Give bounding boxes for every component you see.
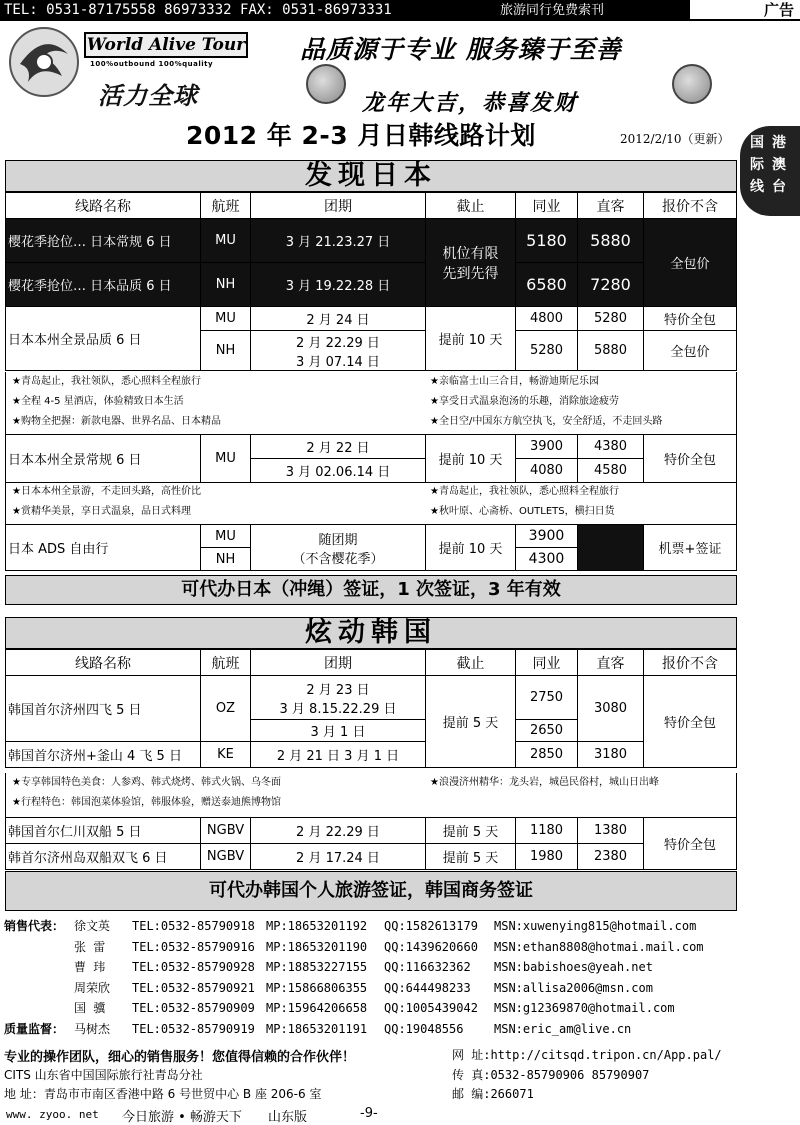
brand-name-en: World Alive Tour (84, 32, 248, 58)
list-item: 国 骥 TEL:0532-85790909 MP:15964206658 QQ:1005439042 MSN:g12369870@hotmail.com (74, 1001, 675, 1015)
table-row: 韩国首尔仁川双船 5 日 NGBV 2 月 22.29 日 提前 5 天 1180 1380 特价全包 (6, 818, 737, 844)
table-row: 日本本州全景品质 6 日 MU 2 月 24 日 提前 10 天 4800 5280 特价全包 (6, 307, 737, 331)
company-name: CITS 山东省中国国际旅行社青岛分社 (4, 1068, 203, 1082)
table-row: 韩国首尔济州四飞 5 日 OZ 2 月 23 日 3 月 8.15.22.29 日 提前 5 天 2750 3080 特价全包 (6, 676, 737, 720)
table-row: 韩国首尔济州+釜山 4 飞 5 日 KE 2 月 21 日 3 月 1 日 2850 3180 (6, 742, 737, 768)
japan-section-title: 发现日本 (5, 160, 737, 192)
contact-text: TEL: 0531-87175558 86973332 FAX: 0531-86973331 (4, 2, 392, 18)
table-row: 韩首尔济州岛双船双飞 6 日 NGBV 2 月 17.24 日 提前 5 天 1980 2380 (6, 844, 737, 870)
table-row: 3 月 1 日 2650 (6, 720, 737, 742)
table-row: NH 2 月 22.29 日 3 月 07.14 日 5280 5880 全包价 (6, 331, 737, 371)
brand-tagline: 100%outbound 100%quality (90, 60, 214, 68)
company-website: 网 址:http://citsqd.tripon.cn/App.pal/ (452, 1048, 722, 1062)
brand-logo-icon (6, 24, 82, 100)
korea-ferry-table (5, 817, 737, 870)
main-slogan: 品质源于专业 服务臻于至善 (300, 35, 622, 64)
footer-publication: 今日旅游 • 畅游天下 (122, 1110, 242, 1125)
footer-edition: 山东版 (268, 1110, 308, 1125)
korea-table (5, 649, 737, 768)
dragon-icon (306, 64, 346, 104)
company-fax: 传 真:0532-85790906 85790907 (452, 1068, 650, 1082)
company-address: 地 址：青岛市市南区香港中路 6 号世贸中心 B 座 206-6 室 (4, 1087, 322, 1101)
list-item: 质量监督： 马树杰 TEL:0532-85790919 MP:18653201191 QQ:19048556 MSN:eric_am@live.cn (4, 1021, 632, 1036)
korea-section-title: 炫动韩国 (5, 617, 737, 649)
sales-contacts (4, 916, 740, 1039)
korea-visa-banner: 可代办韩国个人旅游签证，韩国商务签证 (5, 871, 737, 911)
table-row: 3 月 02.06.14 日 4080 4580 (6, 459, 737, 483)
company-zip: 邮 编:266071 (452, 1087, 534, 1101)
contact-bar (0, 0, 690, 21)
japan-regular-table (5, 434, 737, 483)
list-item: 周荣欣 TEL:0532-85790921 MP:15866806355 QQ:644498233 MSN:allisa2006@msn.com (74, 980, 653, 995)
page-number: -9- (360, 1106, 378, 1121)
table-row: NH 4300 (6, 548, 737, 571)
korea-notes: ★专享韩国特色美食：人参鸡、韩式烧烤、韩式火锅、乌冬面 ★浪漫济州精华：龙头岩，城邑民俗村，城山日出峰 ★行程特色：韩国泡菜体验馆，韩服体验，赠送泰迪熊博物馆 (5, 773, 737, 817)
list-item: 曹 玮 TEL:0532-85790928 MP:18853227155 QQ:116632362 MSN:babishoes@yeah.net (74, 960, 653, 974)
table-row: 日本本州全景常规 6 日 MU 2 月 22 日 提前 10 天 3900 4380 特价全包 (6, 435, 737, 459)
japan-visa-banner: 可代办日本（冲绳）签证，1 次签证，3 年有效 (5, 575, 737, 605)
greeting-slogan: 龙年大吉，恭喜发财 (362, 91, 579, 116)
list-item: 张 雷 TEL:0532-85790916 MP:18653201190 QQ:1439620660 MSN:ethan8808@hotmai.mail.com (74, 939, 704, 954)
table-row: 樱花季抢位… 日本常规 6 日 MU 3 月 21.23.27 日 机位有限 先到先得 5180 5880 全包价 (6, 219, 737, 263)
japan-quality-notes: ★青岛起止，我社领队，悉心照料全程旅行 ★亲临富士山三合目，畅游迪斯尼乐园 ★全程 4-5 星酒店，体验精致日本生活 ★享受日式温泉泡汤的乐趣，消除旅途疲劳 ★购物全把握：新款电器、世界名品、日本精品 ★全日空/中国东方航空执飞，安全舒适，不走回头路 (5, 372, 737, 434)
table-row: 樱花季抢位… 日本品质 6 日 NH 3 月 19.22.28 日 6580 7280 (6, 263, 737, 307)
updated-date: 2012/2/10（更新） (620, 132, 730, 146)
japan-regular-notes: ★日本本州全景游，不走回头路，高性价比 ★青岛起止，我社领队，悉心照料全程旅行 ★赏精华美景，享日式温泉，品日式料理 ★秋叶原、心斋桥、OUTLETS，横扫日货 (5, 482, 737, 524)
footer-site: www. zyoo. net (6, 1108, 99, 1121)
table-header: 线路名称 航班 团期 截止 同业 直客 报价不含 (6, 650, 737, 676)
table-header: 线路名称 航班 团期 截止 同业 直客 报价不含 (6, 193, 737, 219)
dragon-icon (672, 64, 712, 104)
page-footer (0, 1106, 800, 1124)
ad-label: 广告 (690, 0, 800, 21)
side-tab: 国 港 际 澳 线 台 (740, 126, 800, 216)
page-title: 2012 年 2-3 月日韩线路计划 (186, 121, 536, 150)
free-index-text: 旅游同行免费索刊 (500, 3, 605, 18)
brand-name-cn: 活力全球 (98, 82, 198, 110)
list-item: 销售代表： 徐文英 TEL:0532-85790918 MP:18653201192 QQ:1582613179 MSN:xuwenying815@hotmail.com (4, 919, 697, 933)
table-row: 日本 ADS 自由行 MU 随团期 （不含樱花季） 提前 10 天 3900 机票+签证 (6, 525, 737, 548)
company-motto: 专业的操作团队，细心的销售服务！您值得信赖的合作伙伴！ (4, 1050, 356, 1065)
japan-ads-table (5, 524, 737, 571)
japan-table (5, 192, 737, 371)
